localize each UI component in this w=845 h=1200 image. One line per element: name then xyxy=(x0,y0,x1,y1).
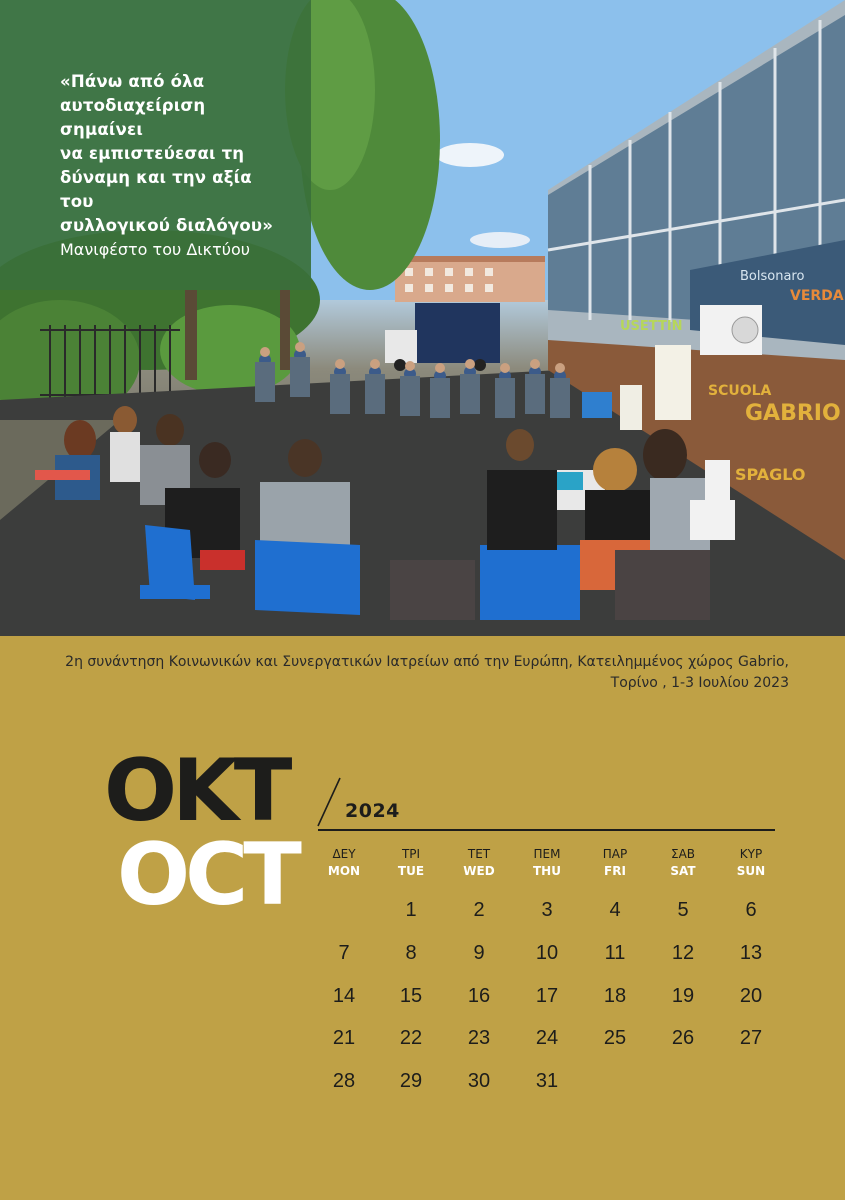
caption-line: Τορίνο , 1-3 Ιουλίου 2023 xyxy=(610,675,789,691)
calendar-day: 25 xyxy=(603,1027,627,1049)
weekday-header xyxy=(449,846,509,880)
weekday-greek: ΣΑΒ xyxy=(670,847,696,861)
month-title-english: OCT xyxy=(117,825,297,925)
weekday-english: WED xyxy=(463,864,495,878)
weekday-greek: ΠΑΡ xyxy=(602,847,628,861)
dark-chair xyxy=(390,560,475,620)
weekday-english: FRI xyxy=(604,864,626,878)
calendar-day: 9 xyxy=(473,942,485,964)
cloud xyxy=(470,232,530,248)
weekday-header xyxy=(381,846,441,880)
calendar-day: 31 xyxy=(535,1070,559,1092)
truck xyxy=(415,303,500,363)
calendar-day: 15 xyxy=(399,985,423,1007)
calendar-day: 6 xyxy=(745,899,757,921)
calendar-day: 26 xyxy=(671,1027,695,1049)
year-label: 2024 xyxy=(345,800,400,822)
month-title-greek: OKT xyxy=(104,741,288,841)
quote-text xyxy=(60,70,291,238)
calendar-day: 17 xyxy=(535,985,559,1007)
calendar-day: 5 xyxy=(677,899,689,921)
weekday-english: MON xyxy=(327,864,361,878)
weekday-header xyxy=(721,846,781,880)
weekday-header xyxy=(585,846,645,880)
weekday-greek: ΔΕΥ xyxy=(332,847,356,861)
weekday-greek: ΠΕΜ xyxy=(533,847,561,861)
quote-line: συλλογικού διαλόγου» xyxy=(60,216,274,235)
distant-building xyxy=(395,256,545,302)
calendar-day: 14 xyxy=(332,985,356,1007)
calendar-day: 11 xyxy=(604,942,626,964)
quote-source: Μανιφέστο του Δικτύου xyxy=(60,240,251,259)
quote-line: αυτοδιαχείριση σημαίνει xyxy=(60,96,206,139)
calendar-day: 13 xyxy=(739,942,763,964)
calendar-day: 8 xyxy=(405,942,417,964)
graffiti-text: Bolsonaro xyxy=(740,269,805,284)
calendar-day: 19 xyxy=(671,985,695,1007)
calendar-day: 10 xyxy=(535,942,559,964)
calendar-day: 1 xyxy=(405,899,417,921)
quote-line: «Πάνω από όλα xyxy=(60,72,205,91)
graffiti-text: USETTIN xyxy=(620,319,683,334)
calendar-day: 27 xyxy=(739,1027,763,1049)
calendar-day: 22 xyxy=(399,1027,423,1049)
calendar-day: 29 xyxy=(399,1070,423,1092)
calendar-day: 18 xyxy=(603,985,627,1007)
weekday-greek: ΤΕΤ xyxy=(467,847,491,861)
weekday-greek: ΚΥΡ xyxy=(739,847,763,861)
calendar-day: 28 xyxy=(332,1070,356,1092)
weekday-english: SUN xyxy=(736,864,766,878)
graffiti-text: GABRIO xyxy=(745,401,841,426)
weekday-header xyxy=(314,846,374,880)
flipchart xyxy=(655,345,691,420)
graffiti-text: SCUOLA xyxy=(708,383,772,399)
year-underline xyxy=(318,829,775,831)
quote-line: δύναμη και την αξία του xyxy=(60,168,252,211)
cloud xyxy=(436,143,504,167)
weekday-greek: ΤΡΙ xyxy=(401,847,421,861)
calendar-day: 4 xyxy=(609,899,621,921)
tree-trunk xyxy=(185,290,197,380)
calendar-day: 23 xyxy=(467,1027,491,1049)
quote-line: να εμπιστεύεσαι τη xyxy=(60,144,245,163)
calendar-day: 16 xyxy=(467,985,491,1007)
caption-line: 2η συνάντηση Κοινωνικών και Συνεργατικών Ιατρείων από την Ευρώπη, Κατειλημμένος χώρος Gabrio, xyxy=(65,654,789,670)
calendar-day: 30 xyxy=(467,1070,491,1092)
calendar-day: 21 xyxy=(332,1027,356,1049)
calendar-day: 7 xyxy=(338,942,350,964)
calendar-day: 12 xyxy=(671,942,695,964)
calendar-day: 2 xyxy=(473,899,485,921)
weekday-english: THU xyxy=(533,864,561,878)
weekday-english: TUE xyxy=(397,864,425,878)
year-slash-divider xyxy=(314,776,344,836)
quote-box xyxy=(0,0,311,290)
weekday-header xyxy=(653,846,713,880)
calendar-day: 24 xyxy=(535,1027,559,1049)
graffiti-text: SPAGLO xyxy=(735,465,806,484)
calendar-day: 3 xyxy=(541,899,553,921)
graffiti-text: VERDA xyxy=(790,288,844,304)
weekday-english: SAT xyxy=(670,864,696,878)
calendar-day: 20 xyxy=(739,985,763,1007)
weekday-header xyxy=(517,846,577,880)
photo-caption xyxy=(60,652,789,694)
